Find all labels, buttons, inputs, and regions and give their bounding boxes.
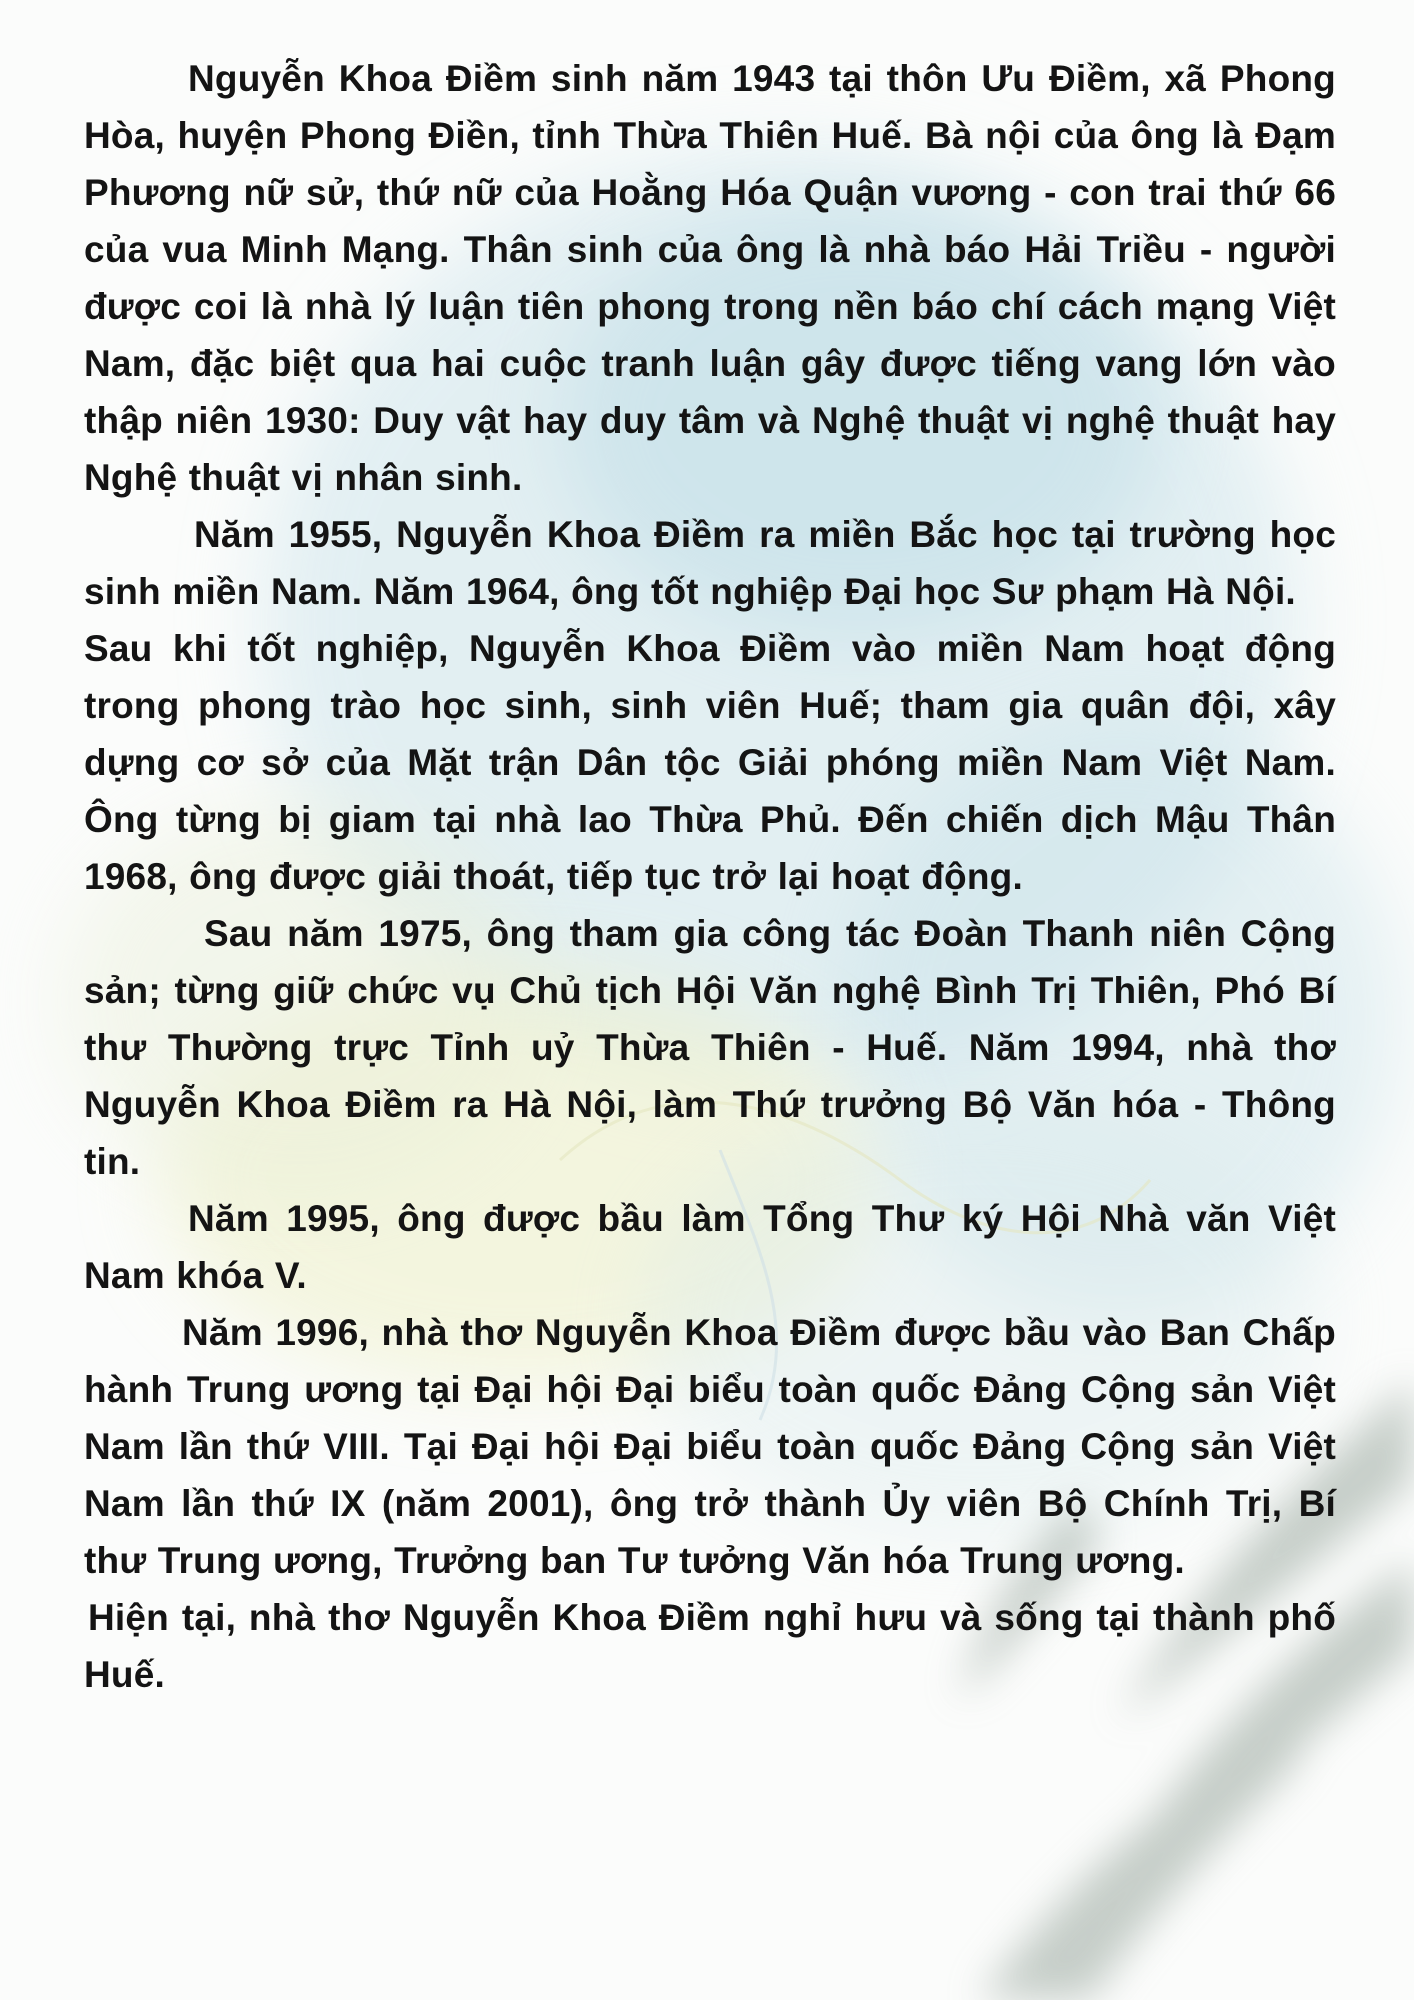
paragraph-1996: Năm 1996, nhà thơ Nguyễn Khoa Điềm được bầu vào Ban Chấp hành Trung ương tại Đại hội Đại biểu toàn quốc Đảng Cộng sản Việt Nam lần thứ VIII. Tại Đại hội Đại biểu toàn quốc Đảng Cộng sản Việt Nam lần thứ IX (năm 2001), ông trở thành Ủy viên Bộ Chính Trị, Bí thư Trung ương, Trưởng ban Tư tưởng Văn hóa Trung ương. xyxy=(84,1312,1336,1581)
document-body xyxy=(84,50,1336,1703)
paragraph-present: Hiện tại, nhà thơ Nguyễn Khoa Điềm nghỉ hưu và sống tại thành phố Huế. xyxy=(84,1597,1336,1695)
paragraph-after-1975: Sau năm 1975, ông tham gia công tác Đoàn Thanh niên Cộng sản; từng giữ chức vụ Chủ tịch Hội Văn nghệ Bình Trị Thiên, Phó Bí thư Thường trực Tỉnh uỷ Thừa Thiên - Huế. Năm 1994, nhà thơ Nguyễn Khoa Điềm ra Hà Nội, làm Thứ trưởng Bộ Văn hóa - Thông tin. xyxy=(84,913,1336,1182)
paragraph-education: Năm 1955, Nguyễn Khoa Điềm ra miền Bắc học tại trường học sinh miền Nam. Năm 1964, ông tốt nghiệp Đại học Sư phạm Hà Nội. xyxy=(84,514,1336,612)
paragraph-1995: Năm 1995, ông được bầu làm Tổng Thư ký Hội Nhà văn Việt Nam khóa V. xyxy=(84,1198,1336,1296)
paragraph-birth: Nguyễn Khoa Điềm sinh năm 1943 tại thôn Ưu Điềm, xã Phong Hòa, huyện Phong Điền, tỉnh Thừa Thiên Huế. Bà nội của ông là Đạm Phương nữ sử, thứ nữ của Hoằng Hóa Quận vương - con trai thứ 66 của vua Minh Mạng. Thân sinh của ông là nhà báo Hải Triều - người được coi là nhà lý luận tiên phong trong nền báo chí cách mạng Việt Nam, đặc biệt qua hai cuộc tranh luận gây được tiếng vang lớn vào thập niên 1930: Duy vật hay duy tâm và Nghệ thuật vị nghệ thuật hay Nghệ thuật vị nhân sinh. xyxy=(84,58,1336,498)
paragraph-revolutionary-activity: Sau khi tốt nghiệp, Nguyễn Khoa Điềm vào miền Nam hoạt động trong phong trào học sinh, sinh viên Huế; tham gia quân đội, xây dựng cơ sở của Mặt trận Dân tộc Giải phóng miền Nam Việt Nam. Ông từng bị giam tại nhà lao Thừa Phủ. Đến chiến dịch Mậu Thân 1968, ông được giải thoát, tiếp tục trở lại hoạt động. xyxy=(84,628,1336,897)
